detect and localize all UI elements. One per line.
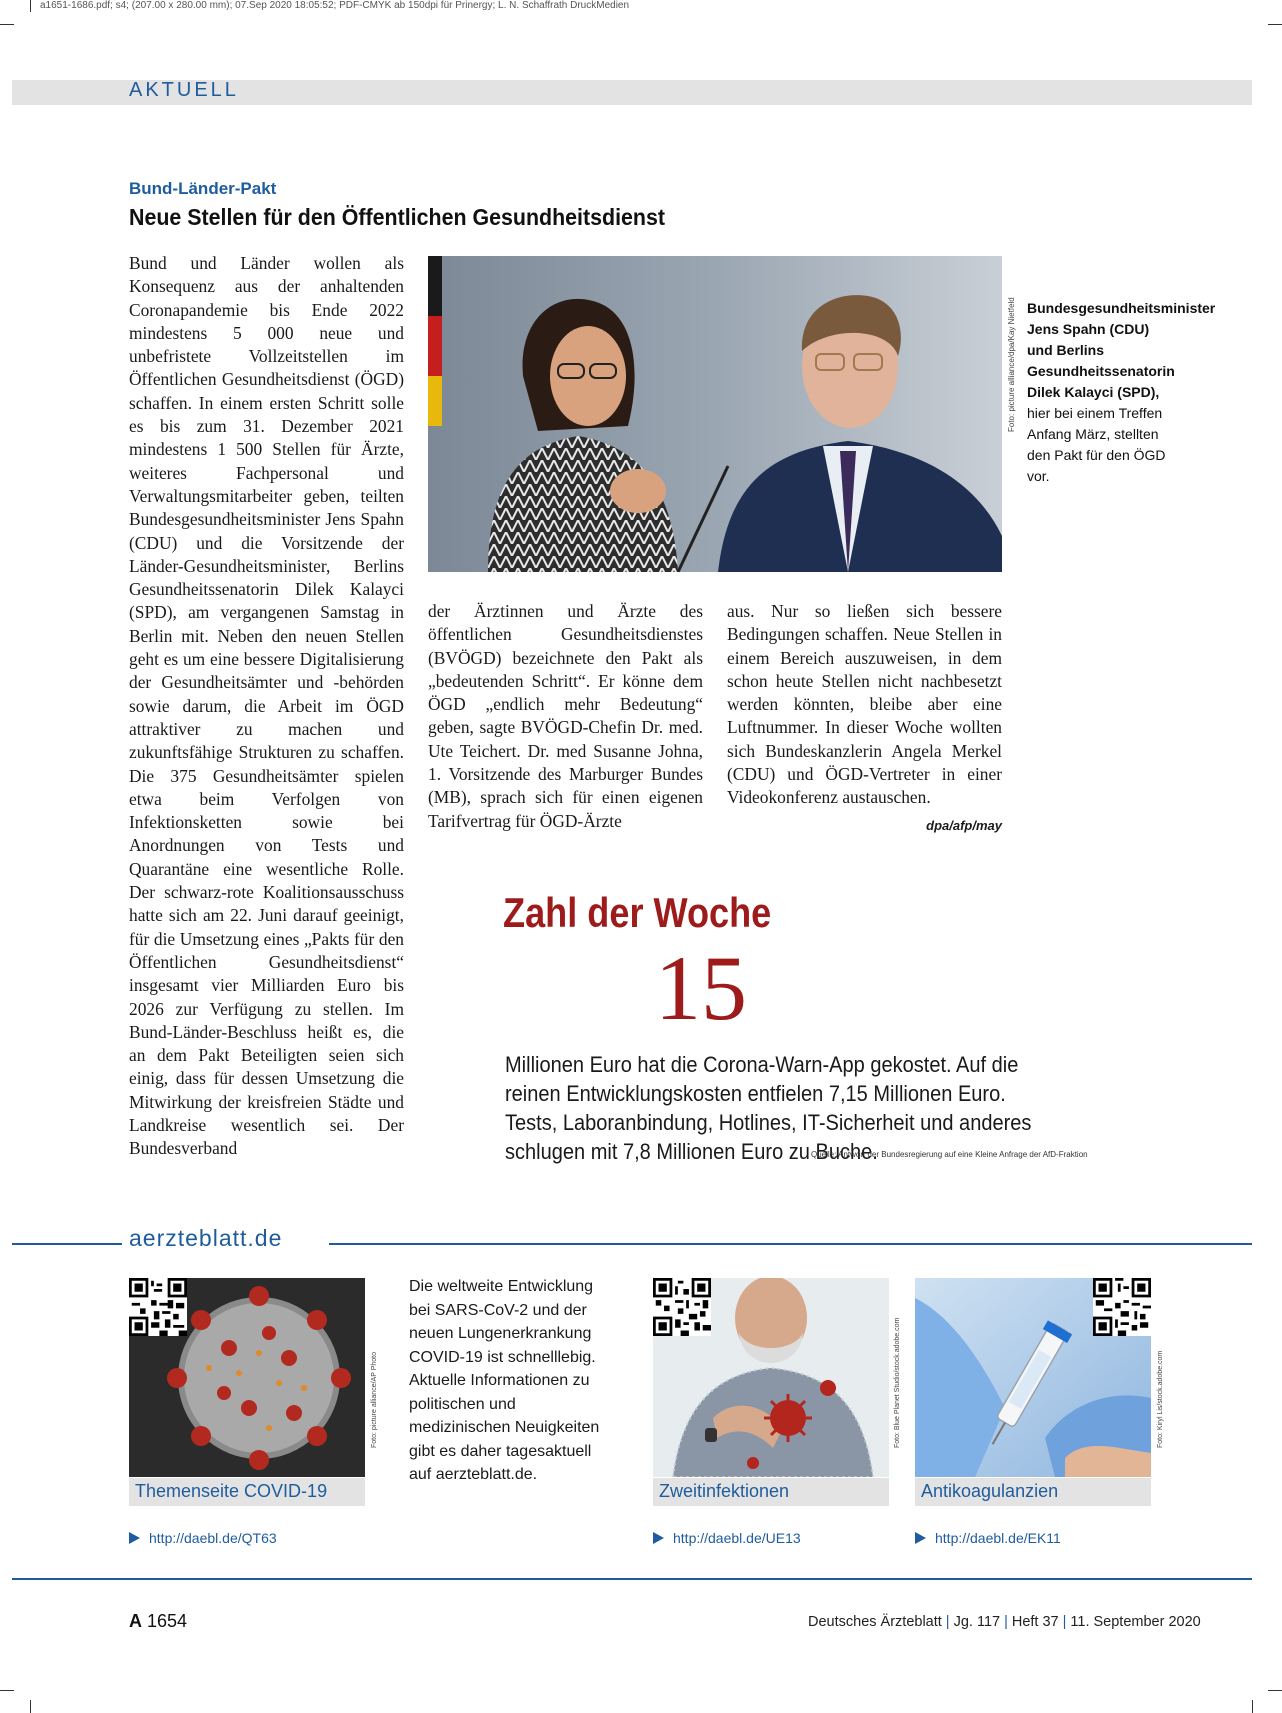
tile-label-zweitinfektionen[interactable]: Zweitinfektionen [653,1478,889,1506]
crop-mark [0,24,14,25]
qr-code-icon[interactable] [129,1278,187,1336]
crop-mark [1252,1700,1253,1713]
article-photo [428,256,1002,572]
crop-mark [1268,24,1282,25]
number-of-week-title: Zahl der Woche [503,889,772,936]
link-zweitinfektionen-url[interactable]: http://daebl.de/UE13 [673,1530,801,1546]
page-number-value: 1654 [147,1611,188,1631]
divider-line [329,1243,1252,1245]
page-prefix: A [129,1611,142,1631]
photo-caption-bold: Bundesgesundheitsminister Jens Spahn (CDU) und Berlins Gesundheitssenatorin Dilek Kalayci (SPD), [1027,300,1216,400]
print-info: a1651-1686.pdf; s4; (207.00 x 280.00 mm); 07.Sep 2020 18:05:52; PDF-CMYK ab 150dpi für Prinergy; L. N. Schaffrath DruckMedien [40,0,630,11]
antikoagulanzien-teaser-image[interactable] [915,1278,1151,1477]
journal-issue: Heft 37 [1011,1614,1059,1630]
article-photo-illustration [428,256,1002,572]
separator: | [1062,1614,1067,1630]
separator: | [1004,1614,1008,1630]
divider-line [12,1243,122,1245]
byline: dpa/afp/may [926,817,1002,833]
article-column-2: der Ärztinnen und Ärzte des öffentlichen Gesundheitsdienstes (BVÖGD) bezeichnete den Pakt als „bedeutenden Schritt“. Er könne dem ÖGD „endlich mehr Bedeutung“ geben, sagte BVÖGD-Chefin Dr. med. Ute Teichert. Dr. med Susanne Johna, 1. Vorsitzende des Marburger Bundes (MB), sprach sich für einen eigenen Tarifvertrag für ÖGD-Ärzte [428,601,703,831]
link-antikoagulanzien-url[interactable]: http://daebl.de/EK11 [935,1530,1061,1546]
journal-volume: Jg. 117 [953,1614,1001,1630]
crop-mark [0,1690,14,1691]
image-credit: Foto: Blue Planet Studio/stock.adobe.com [894,1317,901,1448]
tile-label-covid[interactable]: Themenseite COVID-19 [129,1478,365,1506]
page-number [129,1611,187,1632]
link-zweitinfektionen[interactable] [653,1530,801,1546]
article-headline: Neue Stellen für den Öffentlichen Gesundheitsdienst [129,204,666,230]
article-column-1: Bund und Länder wollen als Konsequenz aus der anhaltenden Coronapandemie bis Ende 2022 mindestens 5 000 neue und unbefristete Vollzeitstellen im Öffentlichen Gesundheitsdienst (ÖGD) schaffen. In einem ersten Schritt solle es bis zum 31. Dezember 2021 mindestens 1 500 Stellen für Ärzte, weiteres Fachpersonal und Verwaltungsmitarbeiter geben, teilten Bundesgesundheitsminister Jens Spahn (CDU) und die Vorsitzende der Länder-Gesundheitsminister, Berlins Gesundheitssenatorin Dilek Kalayci (SPD), am vergangenen Samstag in Berlin mit. Neben den neuen Stellen geht es um eine bessere Digitalisierung der Gesundheitsämter und -behörden sowie darum, die Arbeit im ÖGD attraktiver zu machen und zukunftsfähige Strukturen zu schaffen. Die 375 Gesundheitsämter spielen etwa beim Verfolgen von Infektionsketten sowie bei Anordnungen von Tests und Quarantäne eine wesentliche Rolle. Der schwarz-rote Koalitionsausschuss hatte sich am 22. Juni darauf geeinigt, für die Umsetzung eines „Pakts für den Öffentlichen Gesundheitsdienst“ insgesamt vier Milliarden Euro bis 2026 zur Verfügung zu stellen. Im Bund-Länder-Beschluss heißt es, die an dem Pakt Beteiligten seien sich einig, dass für dessen Umsetzung die Mitwirkung der kreisfreien Städte und Landkreise wesentlich sei. Der Bundesverband [129,253,404,1159]
journal-info [808,1614,1201,1630]
arrow-right-icon [915,1532,926,1544]
image-credit: Foto: Kiryl Lis/stock.adobe.com [1157,1350,1164,1448]
number-of-week-text: Millionen Euro hat die Corona-Warn-App gekostet. Auf die reinen Entwicklungskosten entfielen 7,15 Millionen Euro. Tests, Laboranbindung, Hotlines, IT-Sicherheit und anderes schlugen mit 7,8 Millionen Euro zu Buche. [505,1052,1032,1164]
journal-name: Deutsches Ärzteblatt [808,1614,942,1630]
separator: | [945,1614,950,1630]
covid-teaser-image[interactable] [129,1278,365,1477]
arrow-right-icon [653,1532,664,1544]
number-of-week-value: 15 [655,937,747,1039]
promo-text: Die weltweite Entwicklung bei SARS-CoV-2 und der neuen Lungenerkrankung COVID-19 ist schnelllebig. Aktuelle Informationen zu politischen und medizinischen Neuigkeiten gibt es daher tagesaktuell auf aerzteblatt.de. [409,1278,600,1483]
journal-date: 11. September 2020 [1070,1614,1201,1630]
crop-mark [1268,1690,1282,1691]
link-covid[interactable] [129,1530,277,1546]
article-kicker: Bund-Länder-Pakt [129,179,277,198]
number-of-week-source: Quelle: Antwort der Bundesregierung auf eine Kleine Anfrage der AfD-Fraktion [811,1150,1088,1159]
photo-caption [1027,298,1216,487]
zweitinfektionen-teaser-image[interactable] [653,1278,889,1477]
crop-mark [30,1700,31,1713]
crop-mark [30,0,31,12]
aerzteblatt-label: aerzteblatt.de [129,1225,283,1251]
section-label: AKTUELL [129,79,239,101]
footer-divider [12,1578,1252,1580]
qr-code-icon[interactable] [1093,1278,1151,1336]
photo-credit: Foto: picture alliance/dpa/Kay Nietfeld [1007,297,1016,432]
qr-code-icon[interactable] [653,1278,711,1336]
arrow-right-icon [129,1532,140,1544]
link-antikoagulanzien[interactable] [915,1530,1061,1546]
link-covid-url[interactable]: http://daebl.de/QT63 [149,1530,277,1546]
tile-label-antikoagulanzien[interactable]: Antikoagulanzien [915,1478,1151,1506]
image-credit: Foto: picture alliance/AP Photo [371,1352,378,1448]
article-column-3-text: aus. Nur so ließen sich bessere Bedingungen schaffen. Neue Stellen in einem Bereich auszuweisen, in dem schon heute Stellen nicht nachbesetzt werden könnten, bleibe aber eine Luftnummer. In dieser Woche wollten sich Bundeskanzlerin Angela Merkel (CDU) und ÖGD-Vertreter in einer Videokonferenz austauschen. [727,601,1002,808]
article-column-3 [727,600,1002,837]
photo-caption-text: hier bei einem Treffen Anfang März, stellten den Pakt für den ÖGD vor. [1027,405,1166,484]
